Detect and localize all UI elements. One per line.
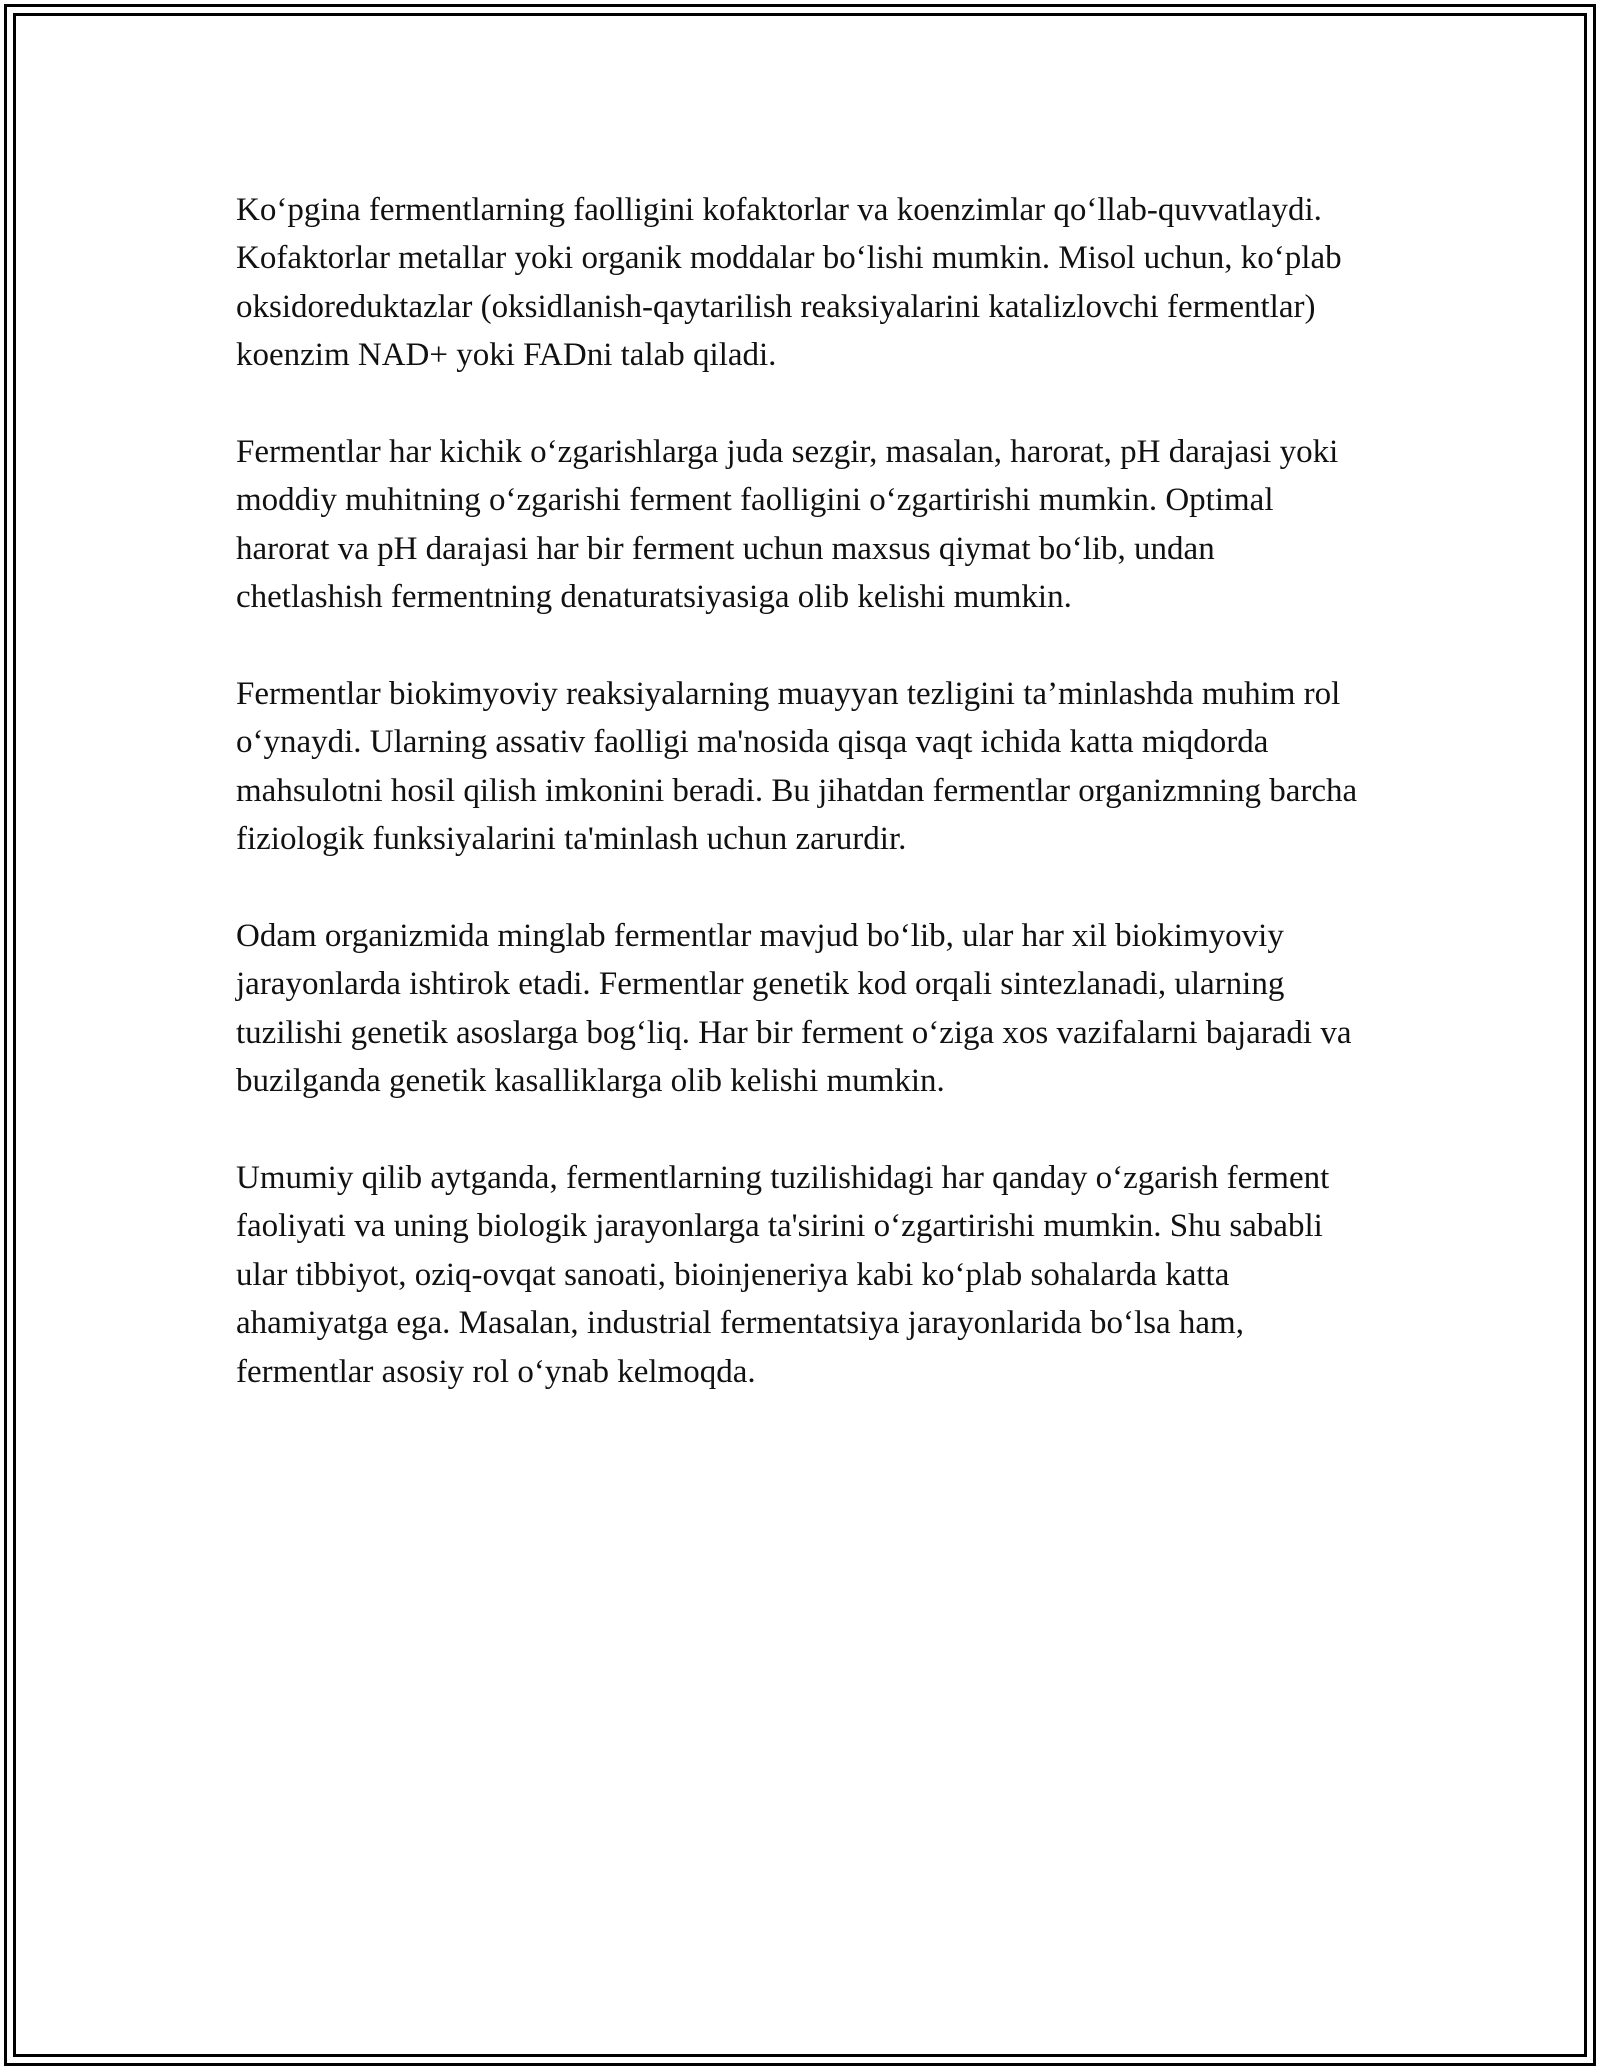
document-body bbox=[236, 186, 1366, 1444]
paragraph: Fermentlar har kichik o‘zgarishlarga juda sezgir, masalan, harorat, pH darajasi yoki moddiy muhitning o‘zgarishi ferment faolligini o‘zgartirishi mumkin. Optimal harorat va pH darajasi har bir ferment uchun maxsus qiymat bo‘lib, undan chetlashish fermentning denaturatsiyasiga olib kelishi mumkin. bbox=[236, 434, 1339, 616]
paragraph: Fermentlar biokimyoviy reaksiyalarning muayyan tezligini ta’minlashda muhim rol o‘ynaydi. Ularning assativ faolligi ma'nosida qisqa vaqt ichida katta miqdorda mahsulotni hosil qilish imkonini beradi. Bu jihatdan fermentlar organizmning barcha fiziologik funksiyalarini ta'minlash uchun zarurdir. bbox=[236, 676, 1358, 858]
paragraph: Ko‘pgina fermentlarning faolligini kofaktorlar va koenzimlar qo‘llab-quvvatlaydi. Kofaktorlar metallar yoki organik moddalar bo‘lishi mumkin. Misol uchun, ko‘plab oksidoreduktazlar (oksidlanish-qaytarilish reaksiyalarini katalizlovchi fermentlar) koenzim NAD+ yoki FADni talab qiladi. bbox=[236, 192, 1342, 374]
paragraph: Odam organizmida minglab fermentlar mavjud bo‘lib, ular har xil biokimyoviy jarayonlarda ishtirok etadi. Fermentlar genetik kod orqali sintezlanadi, ularning tuzilishi genetik asoslarga bog‘liq. Har bir ferment o‘ziga xos vazifalarni bajaradi va buzilganda genetik kasalliklarga olib kelishi mumkin. bbox=[236, 918, 1352, 1100]
paragraph: Umumiy qilib aytganda, fermentlarning tuzilishidagi har qanday o‘zgarish ferment faoliyati va uning biologik jarayonlarga ta'sirini o‘zgartirishi mumkin. Shu sababli ular tibbiyot, oziq-ovqat sanoati, bioinjeneriya kabi ko‘plab sohalarda katta ahamiyatga ega. Masalan, industrial fermentatsiya jarayonlarida bo‘lsa ham, fermentlar asosiy rol o‘ynab kelmoqda. bbox=[236, 1160, 1330, 1390]
